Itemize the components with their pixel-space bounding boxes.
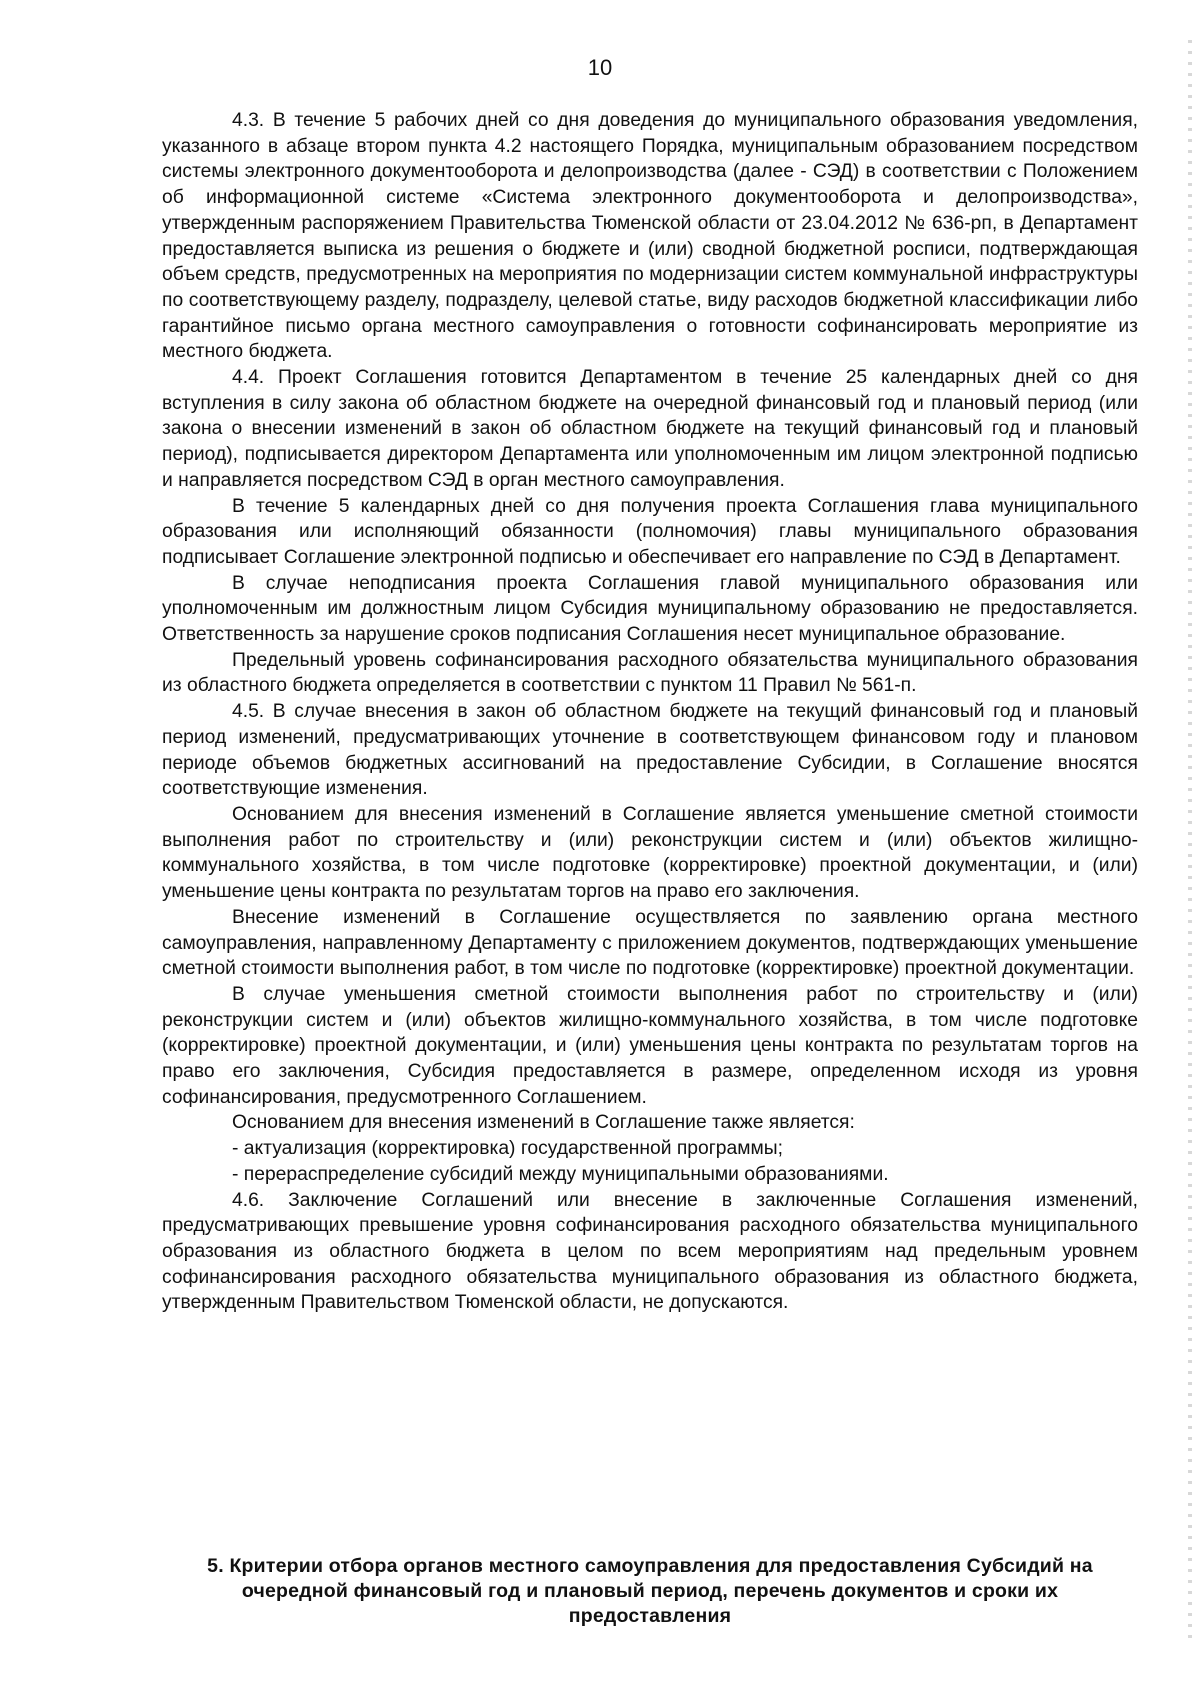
paragraph-change-procedure: Внесение изменений в Соглашение осуществляется по заявлению органа местного самоуправления, направленному Департаменту с приложением документов, подтверждающих уменьшение сметной стоимости выполнения работ, в том числе по подготовке (корректировке) проектной документации.	[162, 906, 1138, 980]
paragraph-4-5: 4.5. В случае внесения в закон об областном бюджете на текущий финансовый год и плановый период изменений, предусматривающих уточнение в соответствующем финансовом году и плановом периоде объемов бюджетных ассигнований на предоставление Субсидии, в Соглашение вносятся соответствующие изменения.	[162, 701, 1138, 800]
section-heading: 5. Критерии отбора органов местного самоуправления для предоставления Субсидий на очередной финансовый год и плановый период, перечень документов и сроки их предоставления	[207, 1555, 1093, 1627]
paragraph-signing-term: В течение 5 календарных дней со дня получения проекта Соглашения глава муниципального образования или исполняющий обязанности (полномочия) главы муниципального образования подписывает Соглашение электронной подписью и обеспечивает его направление по СЭД в Департамент.	[162, 495, 1138, 568]
list-item-redistribution: - перераспределение субсидий между муниципальными образованиями.	[232, 1163, 889, 1185]
list-item-program-update: - актуализация (корректировка) государственной программы;	[232, 1138, 783, 1160]
paragraph-cost-reduction: В случае уменьшения сметной стоимости выполнения работ по строительству и (или) реконструкции систем и (или) объектов жилищно-коммунального хозяйства, в том числе подготовке (корректировке) проектной документации, и (или) уменьшения цены контракта по результатам торгов на право его заключения, Субсидия предоставляется в размере, определенном исходя из уровня софинансирования, предусмотренного Соглашением.	[162, 983, 1138, 1108]
paragraph-4-4: 4.4. Проект Соглашения готовится Департаментом в течение 25 календарных дней со дня вступления в силу закона об областном бюджете на очередной финансовый год и плановый период (или закона о внесении изменений в закон об областном бюджете на текущий финансовый год и плановый период), подписывается директором Департамента или уполномоченным им лицом электронной подписью и направляется посредством СЭД в орган местного самоуправления.	[162, 367, 1138, 491]
paragraph-non-signing: В случае неподписания проекта Соглашения главой муниципального образования или уполномоченным им должностным лицом Субсидия муниципальному образованию не предоставляется. Ответственность за нарушение сроков подписания Соглашения несет муниципальное образование.	[162, 572, 1138, 646]
paragraph-change-basis: Основанием для внесения изменений в Соглашение является уменьшение сметной стоимости выполнения работ по строительству и (или) реконструкции систем и (или) объектов жилищно-коммунального хозяйства, в том числе подготовке (корректировке) проектной документации, и (или) уменьшение цены контракта по результатам торгов на право его заключения.	[162, 803, 1138, 903]
paragraph-4-3: 4.3. В течение 5 рабочих дней со дня доведения до муниципального образования уведомления, указанного в абзаце втором пункта 4.2 настоящего Порядка, муниципальным образованием посредством системы электронного документооборота и делопроизводства (далее - СЭД) в соответствии с Положением об информационной системе «Система электронного документооборота и делопроизводства», утвержденным распоряжением Правительства Тюменской области от 23.04.2012 № 636-рп, в Департамент предоставляется выписка из решения о бюджете и (или) сводной бюджетной росписи, подтверждающая объем средств, предусмотренных на мероприятия по модернизации систем коммунальной инфраструктуры по соответствующему разделу, подразделу, целевой статье, виду расходов бюджетной классификации либо гарантийное письмо органа местного самоуправления о готовности софинансировать мероприятие из местного бюджета.	[162, 110, 1138, 363]
paragraph-cofinancing-limit: Предельный уровень софинансирования расходного обязательства муниципального образования из областного бюджета определяется в соответствии с пунктом 11 Правил № 561-п.	[162, 649, 1138, 697]
page-number: 10	[587, 55, 613, 80]
paragraph-additional-basis: Основанием для внесения изменений в Соглашение также является:	[232, 1112, 855, 1134]
document-body	[162, 108, 1138, 1316]
scan-edge-marks	[1188, 40, 1192, 1640]
paragraph-4-6: 4.6. Заключение Соглашений или внесение в заключенные Соглашения изменений, предусматривающих превышение уровня софинансирования расходного обязательства муниципального образования из областного бюджета в целом по всем мероприятиям над предельным уровнем софинансирования расходного обязательства муниципального образования из областного бюджета, утвержденным Правительством Тюменской области, не допускаются.	[162, 1189, 1138, 1314]
